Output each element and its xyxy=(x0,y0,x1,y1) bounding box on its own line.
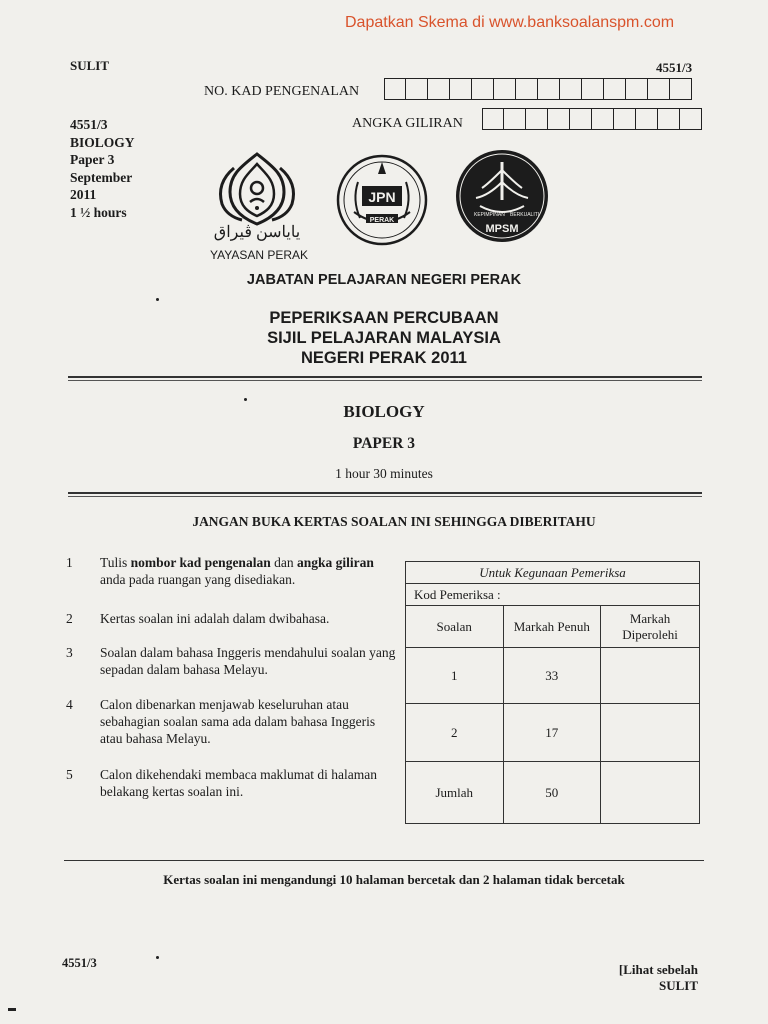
angka-giliran-label: ANGKA GILIRAN xyxy=(352,116,463,131)
paper-code-top: 4551/3 xyxy=(656,60,693,75)
scan-speck xyxy=(156,298,159,301)
duration-text: 1 hour 30 minutes xyxy=(335,466,433,481)
table-row xyxy=(406,648,700,704)
scan-speck xyxy=(244,398,247,401)
cell-markah-penuh: 50 xyxy=(503,762,601,824)
col-header-markah-diperolehi: Markah Diperolehi xyxy=(601,606,700,648)
sulit-label: SULIT xyxy=(70,58,110,73)
footer-code: 4551/3 xyxy=(62,956,97,970)
meta-month: September xyxy=(70,169,133,185)
examiner-table xyxy=(405,561,700,824)
table-row xyxy=(406,704,700,762)
divider-top xyxy=(68,376,702,381)
yayasan-perak-label: YAYASAN PERAK xyxy=(210,248,309,262)
meta-code: 4551/3 xyxy=(70,117,108,132)
footer-right xyxy=(602,962,698,994)
paper-meta xyxy=(70,116,135,221)
scan-speck xyxy=(156,956,159,959)
instruction-number: 5 xyxy=(66,767,73,782)
instructions-list xyxy=(66,554,406,814)
instruction-number: 2 xyxy=(66,611,73,626)
mpsm-logo xyxy=(454,148,550,249)
angka-giliran-boxes[interactable] xyxy=(482,108,702,130)
cell-markah-penuh: 33 xyxy=(503,648,601,704)
page-count-note: Kertas soalan ini mengandungi 10 halaman bercetak dan 2 halaman tidak bercetak xyxy=(163,872,625,887)
mpsm-label: MPSM xyxy=(485,223,519,235)
jpn-perak-logo xyxy=(334,152,430,253)
paper-heading: PAPER 3 xyxy=(352,435,416,452)
cell-soalan: Jumlah xyxy=(406,762,504,824)
instruction-text: Tulis nombor kad pengenalan dan angka giliran anda pada ruangan yang disediakan. xyxy=(100,555,374,587)
exam-title-line3: NEGERI PERAK 2011 xyxy=(301,349,467,367)
instruction-text: Soalan dalam bahasa Inggeris mendahului soalan yang sepadan dalam bahasa Melayu. xyxy=(100,645,396,677)
exam-title xyxy=(0,308,768,368)
kod-pemeriksa-field[interactable]: Kod Pemeriksa : xyxy=(406,584,700,606)
instruction-text: Calon dikehendaki membaca maklumat di halaman belakang kertas soalan ini. xyxy=(100,767,378,799)
col-header-markah-penuh: Markah Penuh xyxy=(503,606,601,648)
kad-pengenalan-label: NO. KAD PENGENALAN xyxy=(204,84,360,99)
mpsm-emblem-icon xyxy=(454,148,550,244)
jpn-perak-text: PERAK xyxy=(369,217,395,224)
yayasan-perak-logo xyxy=(212,148,302,239)
department-heading: JABATAN PELAJARAN NEGERI PERAK xyxy=(246,272,522,288)
divider-middle xyxy=(68,492,702,497)
instruction-number: 4 xyxy=(66,697,73,712)
meta-subject: BIOLOGY xyxy=(70,134,135,150)
instruction-text: Calon dibenarkan menjawab keseluruhan atau sebahagian soalan sama ada dalam bahasa Inggeris atau bahasa Melayu. xyxy=(100,697,376,746)
exam-title-line1: PEPERIKSAAN PERCUBAAN xyxy=(269,309,499,327)
cell-markah-diperolehi[interactable] xyxy=(601,762,700,824)
col-header-soalan: Soalan xyxy=(406,606,504,648)
instruction-number: 3 xyxy=(66,645,73,660)
cell-soalan: 2 xyxy=(406,704,504,762)
examiner-table-title: Untuk Kegunaan Pemeriksa xyxy=(406,562,700,584)
exam-title-line2: SIJIL PELAJARAN MALAYSIA xyxy=(267,329,501,347)
cell-markah-penuh: 17 xyxy=(503,704,601,762)
cell-soalan: 1 xyxy=(406,648,504,704)
footer-sulit: SULIT xyxy=(658,978,698,993)
subject-heading: BIOLOGY xyxy=(343,402,425,421)
yayasan-arabic-text: ياياسن ڤيراق xyxy=(213,224,301,241)
turn-over-text: [Lihat sebelah xyxy=(618,962,698,977)
watermark-link: Dapatkan Skema di www.banksoalanspm.com xyxy=(345,14,675,31)
warning-text: JANGAN BUKA KERTAS SOALAN INI SEHINGGA DIBERITAHU xyxy=(192,514,596,529)
table-row xyxy=(406,762,700,824)
kad-pengenalan-boxes[interactable] xyxy=(384,78,692,100)
mpsm-left-text: KEPIMPINAN xyxy=(474,212,505,218)
jpn-text: JPN xyxy=(368,189,396,205)
instruction-text: Kertas soalan ini adalah dalam dwibahasa. xyxy=(100,611,330,626)
cell-markah-diperolehi[interactable] xyxy=(601,704,700,762)
cell-markah-diperolehi[interactable] xyxy=(601,648,700,704)
mpsm-right-text: BERKUALITI xyxy=(510,212,540,218)
divider-bottom xyxy=(64,860,704,861)
instruction-number: 1 xyxy=(66,555,73,570)
scan-speck xyxy=(8,1008,16,1011)
jpn-crest-icon xyxy=(334,152,430,248)
meta-paper: Paper 3 xyxy=(70,152,115,167)
meta-year: 2011 xyxy=(70,187,97,202)
meta-duration: 1 ½ hours xyxy=(70,204,127,220)
